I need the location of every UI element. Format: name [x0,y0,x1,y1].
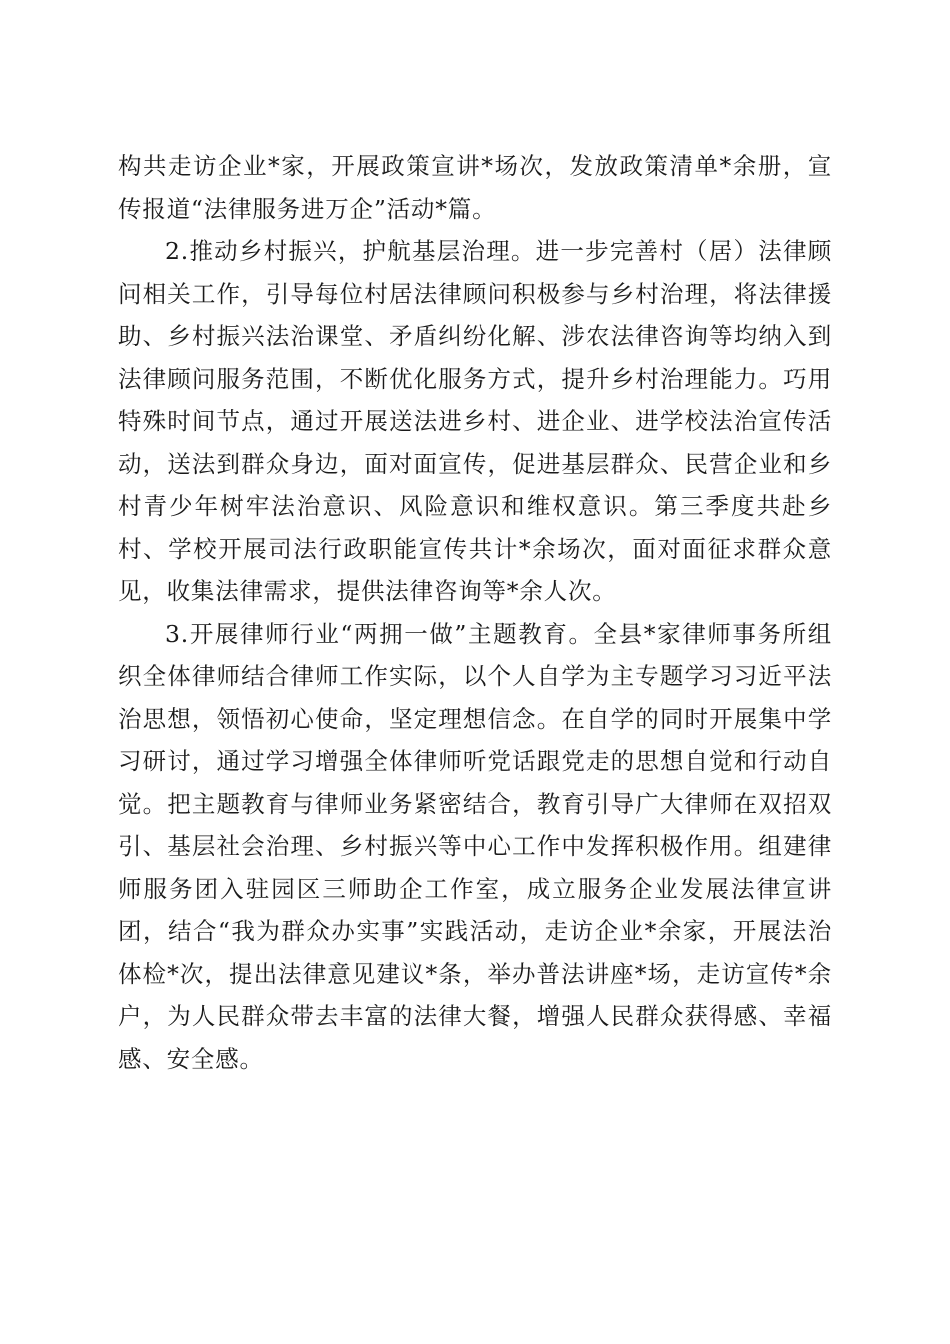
paragraph-lawyer-education: 3.开展律师行业“两拥一做”主题教育。全县*家律师事务所组织全体律师结合律师工作实际，以个人自学为主专题学习习近平法治思想，领悟初心使命，坚定理想信念。在自学的同时开展集中学习研讨，通过学习增强全体律师听党话跟党走的思想自觉和行动自觉。把主题教育与律师业务紧密结合，教育引导广大律师在双招双引、基层社会治理、乡村振兴等中心工作中发挥积极作用。组建律师服务团入驻园区三师助企工作室，成立服务企业发展法律宣讲团，结合“我为群众办实事”实践活动，走访企业*余家，开展法治体检*次，提出法律意见建议*条，举办普法讲座*场，走访宣传*余户，为人民群众带去丰富的法律大餐，增强人民群众获得感、幸福感、安全感。 [118,619,832,1073]
paragraph-rural-revitalization: 2.推动乡村振兴，护航基层治理。进一步完善村（居）法律顾问相关工作，引导每位村居法律顾问积极参与乡村治理，将法律援助、乡村振兴法治课堂、矛盾纠纷化解、涉农法律咨询等均纳入到法律顾问服务范围，不断优化服务方式，提升乡村治理能力。巧用特殊时间节点，通过开展送法进乡村、进企业、进学校法治宣传活动，送法到群众身边，面对面宣传，促进基层群众、民营企业和乡村青少年树牢法治意识、风险意识和维权意识。第三季度共赴乡村、学校开展司法行政职能宣传共计*余场次，面对面征求群众意见，收集法律需求，提供法律咨询等*余人次。 [118,237,832,605]
paragraph-continuation: 构共走访企业*家，开展政策宣讲*场次，发放政策清单*余册，宣传报道“法律服务进万企”活动*篇。 [118,152,832,223]
document-body [118,145,832,1080]
